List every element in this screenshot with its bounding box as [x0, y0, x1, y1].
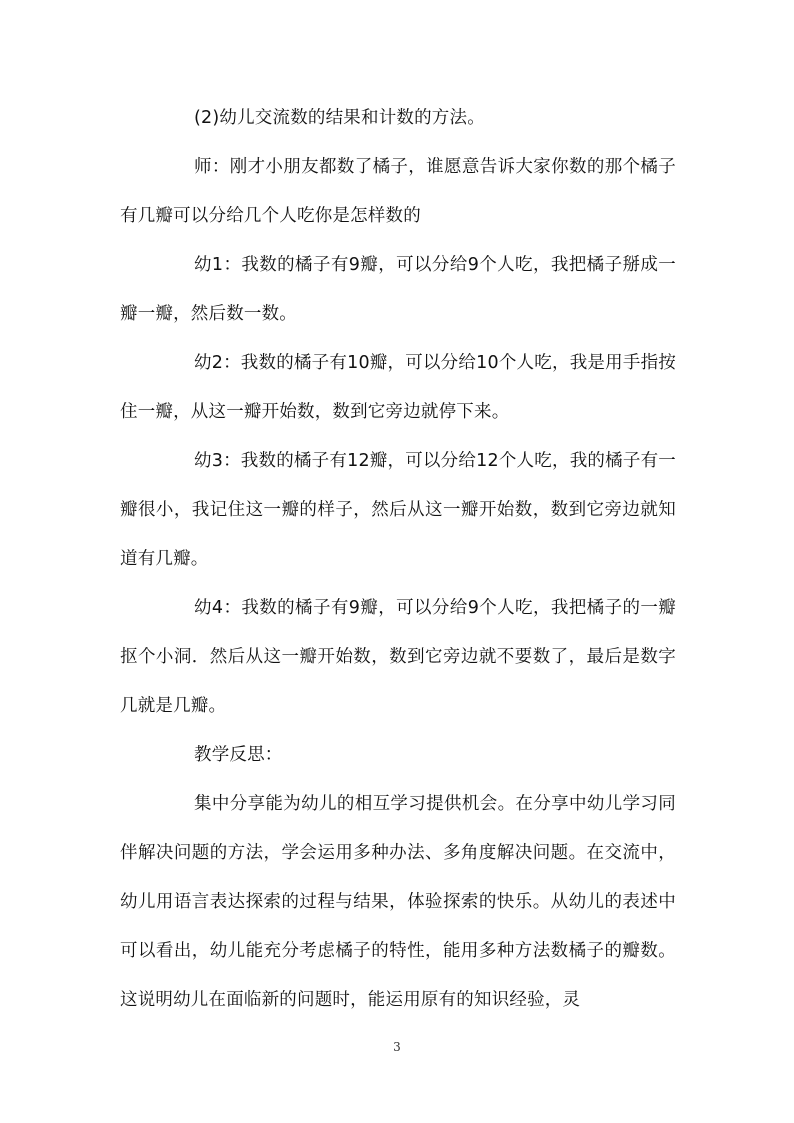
- page-number: 3: [393, 1040, 401, 1054]
- paragraph-reflection-body: 集中分享能为幼儿的相互学习提供机会。在分享中幼儿学习同伴解决问题的方法，学会运用多种办法、多角度解决问题。在交流中，幼儿用语言表达探索的过程与结果，体验探索的快乐。从幼儿的表述中可以看出，幼儿能充分考虑橘子的特性，能用多种方法数橘子的瓣数。这说明幼儿在面临新的问题时，能运用原有的知识经验，灵: [120, 794, 676, 1010]
- paragraph-child-3: 幼3：我数的橘子有12瓣，可以分给12个人吃，我的橘子有一瓣很小，我记住这一瓣的样子，然后从这一瓣开始数，数到它旁边就知道有几瓣。: [120, 451, 676, 569]
- document-body: [120, 94, 676, 1025]
- paragraph-heading-2: (2)幼儿交流数的结果和计数的方法。: [194, 108, 485, 128]
- paragraph-reflection-heading: 教学反思：: [194, 745, 283, 765]
- paragraph-child-4: 幼4：我数的橘子有9瓣，可以分给9个人吃，我把橘子的一瓣抠个小洞．然后从这一瓣开始数，数到它旁边就不要数了，最后是数字几就是几瓣。: [120, 598, 676, 716]
- paragraph-teacher-question: 师：刚才小朋友都数了橘子，谁愿意告诉大家你数的那个橘子有几瓣可以分给几个人吃你是怎样数的: [120, 157, 676, 226]
- paragraph-child-2: 幼2：我数的橘子有10瓣，可以分给10个人吃，我是用手指按住一瓣，从这一瓣开始数，数到它旁边就停下来。: [120, 353, 676, 422]
- paragraph-child-1: 幼1：我数的橘子有9瓣，可以分给9个人吃，我把橘子掰成一瓣一瓣，然后数一数。: [120, 255, 676, 324]
